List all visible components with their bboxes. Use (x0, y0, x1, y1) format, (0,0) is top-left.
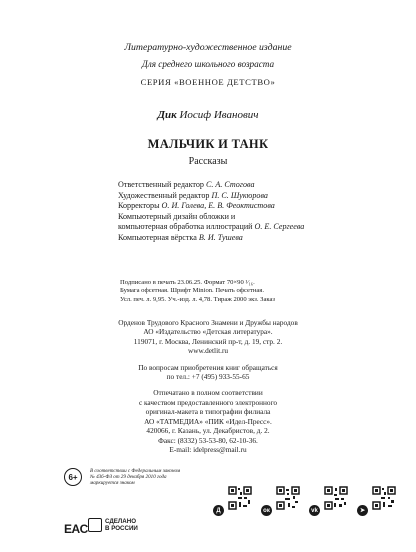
qr-code-icon[interactable] (276, 486, 300, 510)
printer-line: оригинал-макета в типографии филиала (145, 407, 271, 416)
credit-line: Ответственный редактор С. А. Стогова (118, 180, 255, 189)
vk-social-icon[interactable]: vk (309, 505, 320, 516)
author-name: Иосиф Иванович (179, 109, 259, 121)
qr-code-icon[interactable] (228, 486, 252, 510)
edition-type: Литературно-художественное издание (124, 42, 292, 53)
author (0, 109, 416, 121)
printer-line: 420066, г. Казань, ул. Декабристов, д. 2. (146, 426, 270, 435)
qr-code-icon[interactable] (372, 486, 396, 510)
publisher-line: 119071, г. Москва, Ленинский пр-т, д. 19, стр. 2. (133, 336, 283, 346)
book-genre: Рассказы (188, 156, 228, 167)
credit-line: компьютерная обработка иллюстраций О. Е. Сергеева (118, 222, 305, 232)
made-in-russia-logo: СДЕЛАНО В РОССИИ (88, 518, 138, 532)
printer-line: с качеством предоставленного электронного (138, 397, 278, 407)
series-name: СЕРИЯ «ВОЕННОЕ ДЕТСТВО» (140, 77, 276, 87)
ok-social-icon[interactable]: ок (261, 505, 272, 516)
age-rating-badge: 6+ (64, 468, 82, 486)
publisher-line: АО «Издательство «Детская литература». (143, 327, 273, 337)
credit-line: Компьютерный дизайн обложки и (118, 211, 236, 221)
publisher-website[interactable]: www.detlit.ru (187, 345, 229, 355)
print-info-line: Усл. печ. л. 9,95. Уч.-изд. л. 4,78. Тираж 2000 экз. Заказ (120, 295, 276, 303)
purchase-block (0, 363, 416, 382)
book-title: МАЛЬЧИК И ТАНК (147, 137, 269, 151)
purchase-phone: по тел.: +7 (495) 933-55-65 (166, 372, 250, 382)
age-group: Для среднего школьного возраста (141, 59, 275, 69)
law-note: В соответствии с Федеральным законом № 436-ФЗ от 29 декабря 2010 года маркируется знаком (90, 468, 181, 487)
publisher-block (0, 318, 416, 355)
purchase-line: По вопросам приобретения книг обращаться (138, 363, 278, 372)
publisher-line: Орденов Трудового Красного Знамени и Дружбы народов (118, 318, 298, 327)
credit-line: Корректоры О. И. Голева, Е. В. Феоктистова (118, 201, 275, 211)
print-info-line: Подписано в печать 23.06.25. Формат 70×90 ¹⁄₁₆. (120, 279, 255, 286)
print-info-line: Бумага офсетная. Шрифт Minion. Печать офсетная. (120, 287, 264, 295)
printer-block (0, 388, 416, 455)
eac-mark: EAC (64, 522, 88, 536)
publisher-logo-icon[interactable]: Д (213, 505, 224, 516)
printer-email[interactable]: E-mail: idelpress@mail.ru (169, 445, 247, 454)
telegram-icon[interactable]: ➤ (357, 505, 368, 516)
credit-line: Компьютерная вёрстка В. И. Тушева (118, 232, 243, 242)
author-surname: Дик (157, 109, 177, 121)
printer-line: Факс: (8332) 53-53-80, 62-10-36. (158, 435, 258, 445)
credits-block (118, 180, 304, 244)
credit-line: Художественный редактор П. С. Шукюрова (118, 190, 268, 200)
print-info (120, 279, 275, 304)
printer-line: Отпечатано в полном соответствии (153, 388, 263, 397)
printer-line: АО «ТАТМЕДИА» «ПИК «Идел-Пресс». (144, 416, 272, 426)
made-in-russia-icon (88, 518, 102, 532)
qr-code-icon[interactable] (324, 486, 348, 510)
